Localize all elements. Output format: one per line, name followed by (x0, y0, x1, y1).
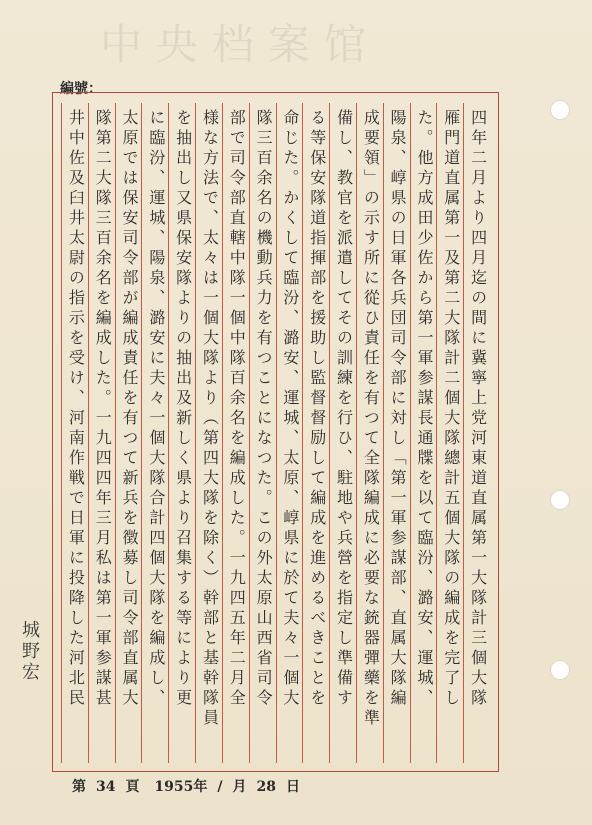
page-label: 第 (72, 779, 86, 795)
footer-month: / (217, 779, 223, 795)
page-suffix: 頁 (125, 779, 140, 795)
column-text: る等保安隊道指揮部を援助し監督督励して編成を進めるべきことを (307, 109, 327, 709)
text-column (222, 103, 250, 763)
column-text: 備し、教官を派遣してその訓練を行ひ、駐地や兵營を指定し準備す (334, 109, 354, 709)
text-column (141, 103, 169, 763)
text-column (276, 103, 304, 763)
manuscript-grid (52, 92, 499, 772)
text-column (356, 103, 384, 763)
column-text: た。他方成田少佐から第一軍参謀長通牒を以て臨汾、潞安、運城、 (414, 109, 434, 709)
text-column (115, 103, 143, 763)
binder-hole (550, 490, 570, 510)
text-column (61, 103, 89, 763)
footer-month-label: 月 (232, 779, 247, 795)
handwritten-signature: 城野宏 (19, 620, 40, 683)
column-text: 四年二月より四月迄の間に冀寧上党河東道直属第一大隊計三個大隊 (468, 109, 488, 709)
column-text: に臨汾、運城、陽泉、潞安に夫々一個大隊合計四個大隊を編成し、 (146, 109, 166, 709)
column-text: 成要領」の示す所に從ひ責任を有つて全隊編成に必要な銃器彈藥を準 (361, 109, 381, 729)
footer-day: 28 (256, 779, 276, 795)
column-text: 部で司令部直轄中隊一個中隊百余名を編成した。一九四五年二月全 (227, 109, 247, 709)
column-text: 隊三百余名の機動兵力を有つことになつた。この外太原山西省司令 (254, 109, 274, 709)
text-column (88, 103, 116, 763)
serial-number-label: 編號： (60, 81, 102, 97)
text-column (249, 103, 277, 763)
text-column (195, 103, 223, 763)
column-text: 太原では保安司令部が編成責任を有つて新兵を徴募し司令部直属大 (120, 109, 140, 709)
text-column (436, 103, 464, 763)
footer-day-label: 日 (285, 779, 300, 795)
text-column (302, 103, 330, 763)
column-text: 陽泉、崞県の日軍各兵団司令部に対し「第一軍参謀部、直属大隊編 (388, 109, 408, 709)
column-text: を抽出し又県保安隊よりの抽出及新しく県より召集する等により更 (173, 109, 193, 709)
text-column (329, 103, 357, 763)
column-text: 様な方法で、太々は一個大隊より（第四大隊を除く）幹部と基幹隊員 (200, 109, 220, 729)
watermark-text: 中央档案馆 (100, 20, 381, 69)
binder-hole (550, 660, 570, 680)
page-footer (72, 776, 310, 796)
text-column (410, 103, 438, 763)
footer-year: 1955年 (154, 779, 208, 795)
column-text: 隊第二大隊三百余名を編成した。一九四四年三月私は第一軍参謀甚 (93, 109, 113, 709)
column-text: 雁門道直属第一及第二大隊計二個大隊總計五個大隊の編成を完了し (441, 109, 461, 709)
text-column (383, 103, 411, 763)
column-text: 井中佐及臼井太尉の指示を受け、河南作戦で日軍に投降した河北民 (66, 109, 86, 709)
page-number: 34 (96, 779, 116, 795)
text-column (168, 103, 196, 763)
text-column (463, 103, 491, 763)
column-text: 命じた。かくして臨汾、潞安、運城、太原、崞県に於て夫々一個大 (280, 109, 300, 709)
binder-hole (550, 100, 570, 120)
